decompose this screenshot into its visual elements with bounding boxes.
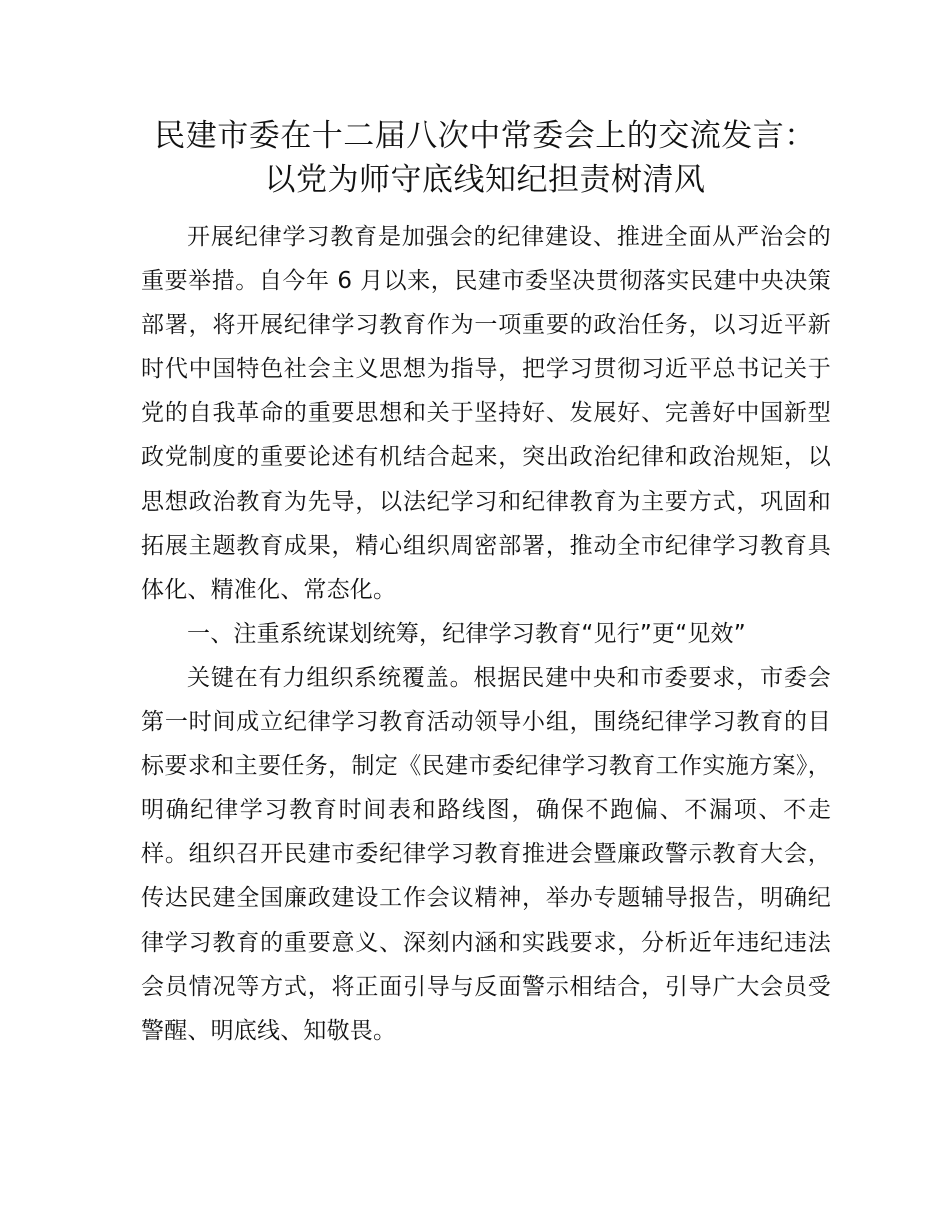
document-body: [141, 215, 831, 1053]
intro-paragraph: 开展纪律学习教育是加强会的纪律建设、推进全面从严治会的重要举措。自今年 6 月以来，民建市委坚决贯彻落实民建中央决策部署，将开展纪律学习教育作为一项重要的政治任务，以习近平新时代中国特色社会主义思想为指导，把学习贯彻习近平总书记关于党的自我革命的重要思想和关于坚持好、发展好、完善好中国新型政党制度的重要论述有机结合起来，突出政治纪律和政治规矩，以思想政治教育为先导，以法纪学习和纪律教育为主要方式，巩固和拓展主题教育成果，精心组织周密部署，推动全市纪律学习教育具体化、精准化、常态化。: [141, 224, 831, 603]
section-1-paragraph: 关键在有力组织系统覆盖。根据民建中央和市委要求，市委会第一时间成立纪律学习教育活动领导小组，围绕纪律学习教育的目标要求和主要任务，制定《民建市委纪律学习教育工作实施方案》，明确纪律学习教育时间表和路线图，确保不跑偏、不漏项、不走样。组织召开民建市委纪律学习教育推进会暨廉政警示教育大会，传达民建全国廉政建设工作会议精神，举办专题辅导报告，明确纪律学习教育的重要意义、深刻内涵和实践要求，分析近年违纪违法会员情况等方式，将正面引导与反面警示相结合，引导广大会员受警醒、明底线、知敬畏。: [141, 664, 831, 1044]
document-title-line-1: 民建市委在十二届八次中常委会上的交流发言：: [154, 118, 816, 154]
section-heading-1: 一、注重系统谋划统筹，纪律学习教育“见行”更“见效”: [187, 620, 746, 647]
document-title-line-2: 以党为师守底线知纪担责树清风: [264, 162, 706, 198]
